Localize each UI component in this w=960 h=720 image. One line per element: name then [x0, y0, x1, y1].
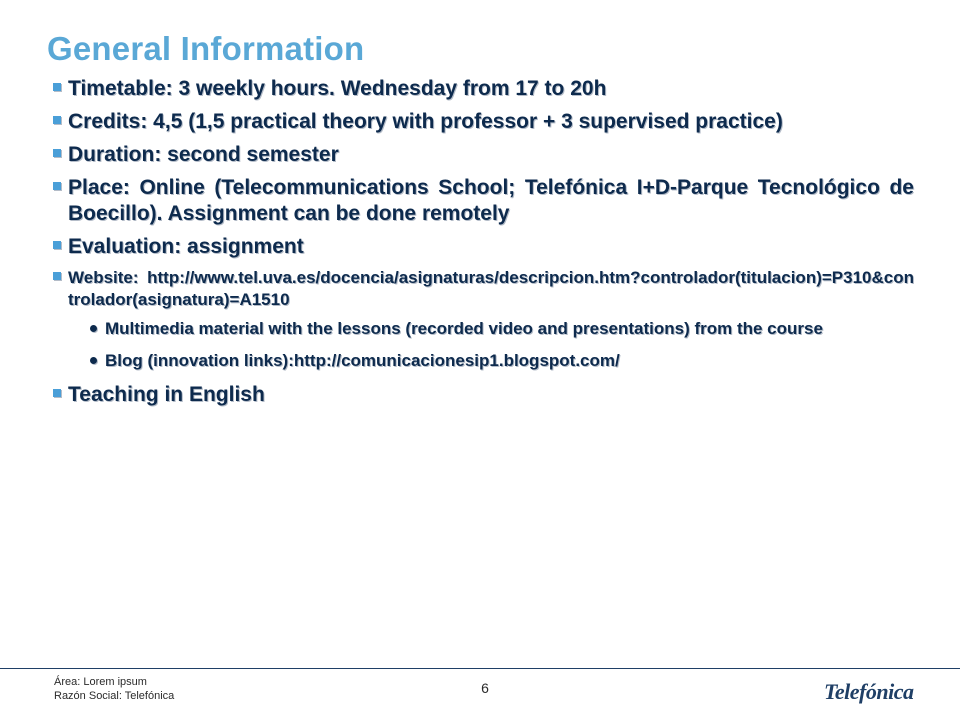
bullet-place [52, 175, 914, 227]
square-bullet-icon [53, 149, 61, 157]
bullet-timetable [52, 76, 914, 102]
square-bullet-icon [53, 83, 61, 91]
bullet-text: Duration: second semester [68, 143, 339, 166]
bullet-text: Evaluation: assignment [68, 235, 304, 258]
footer-area: Área: Lorem ipsum [54, 676, 147, 688]
square-bullet-icon [53, 182, 61, 190]
website-text: Website: http://www.tel.uva.es/docencia/asignaturas/descripcion.htm?controlador(titulacion)=P310&controlador(asignatura)=A1510 [68, 268, 914, 309]
bullet-duration [52, 142, 914, 168]
sub-bullet-text: Blog (innovation links):http://comunicacionesip1.blogspot.com/ [105, 351, 620, 370]
sub-bullet-blog [89, 350, 914, 371]
bullet-evaluation [52, 234, 914, 260]
telefonica-logo: Telefónica [824, 679, 914, 704]
bullet-text: Teaching in English [68, 383, 265, 406]
round-bullet-icon [90, 357, 97, 364]
footer-razon-social: Razón Social: Telefónica [54, 690, 175, 702]
bullet-text: Timetable: 3 weekly hours. Wednesday from 17 to 20h [68, 77, 607, 100]
square-bullet-icon [53, 389, 61, 397]
page-number: 6 [481, 680, 489, 696]
bullet-list [52, 76, 914, 415]
square-bullet-icon [53, 272, 61, 280]
sub-bullet-text: Multimedia material with the lessons (recorded video and presentations) from the course [105, 319, 823, 338]
bullet-credits [52, 109, 914, 135]
square-bullet-icon [53, 116, 61, 124]
bullet-text: Credits: 4,5 (1,5 practical theory with professor + 3 supervised practice) [68, 110, 783, 133]
square-bullet-icon [53, 241, 61, 249]
bullet-teaching [52, 382, 914, 408]
round-bullet-icon [90, 325, 97, 332]
slide-title: General Information [47, 30, 365, 67]
footer-info [54, 675, 174, 703]
sub-bullet-multimedia [89, 318, 914, 339]
footer-divider [0, 668, 960, 669]
bullet-website [52, 267, 914, 311]
bullet-text: Place: Online (Telecommunications School; Telefónica I+D-Parque Tecnológico de Boecillo). Assignment can be done remotely [68, 176, 914, 225]
